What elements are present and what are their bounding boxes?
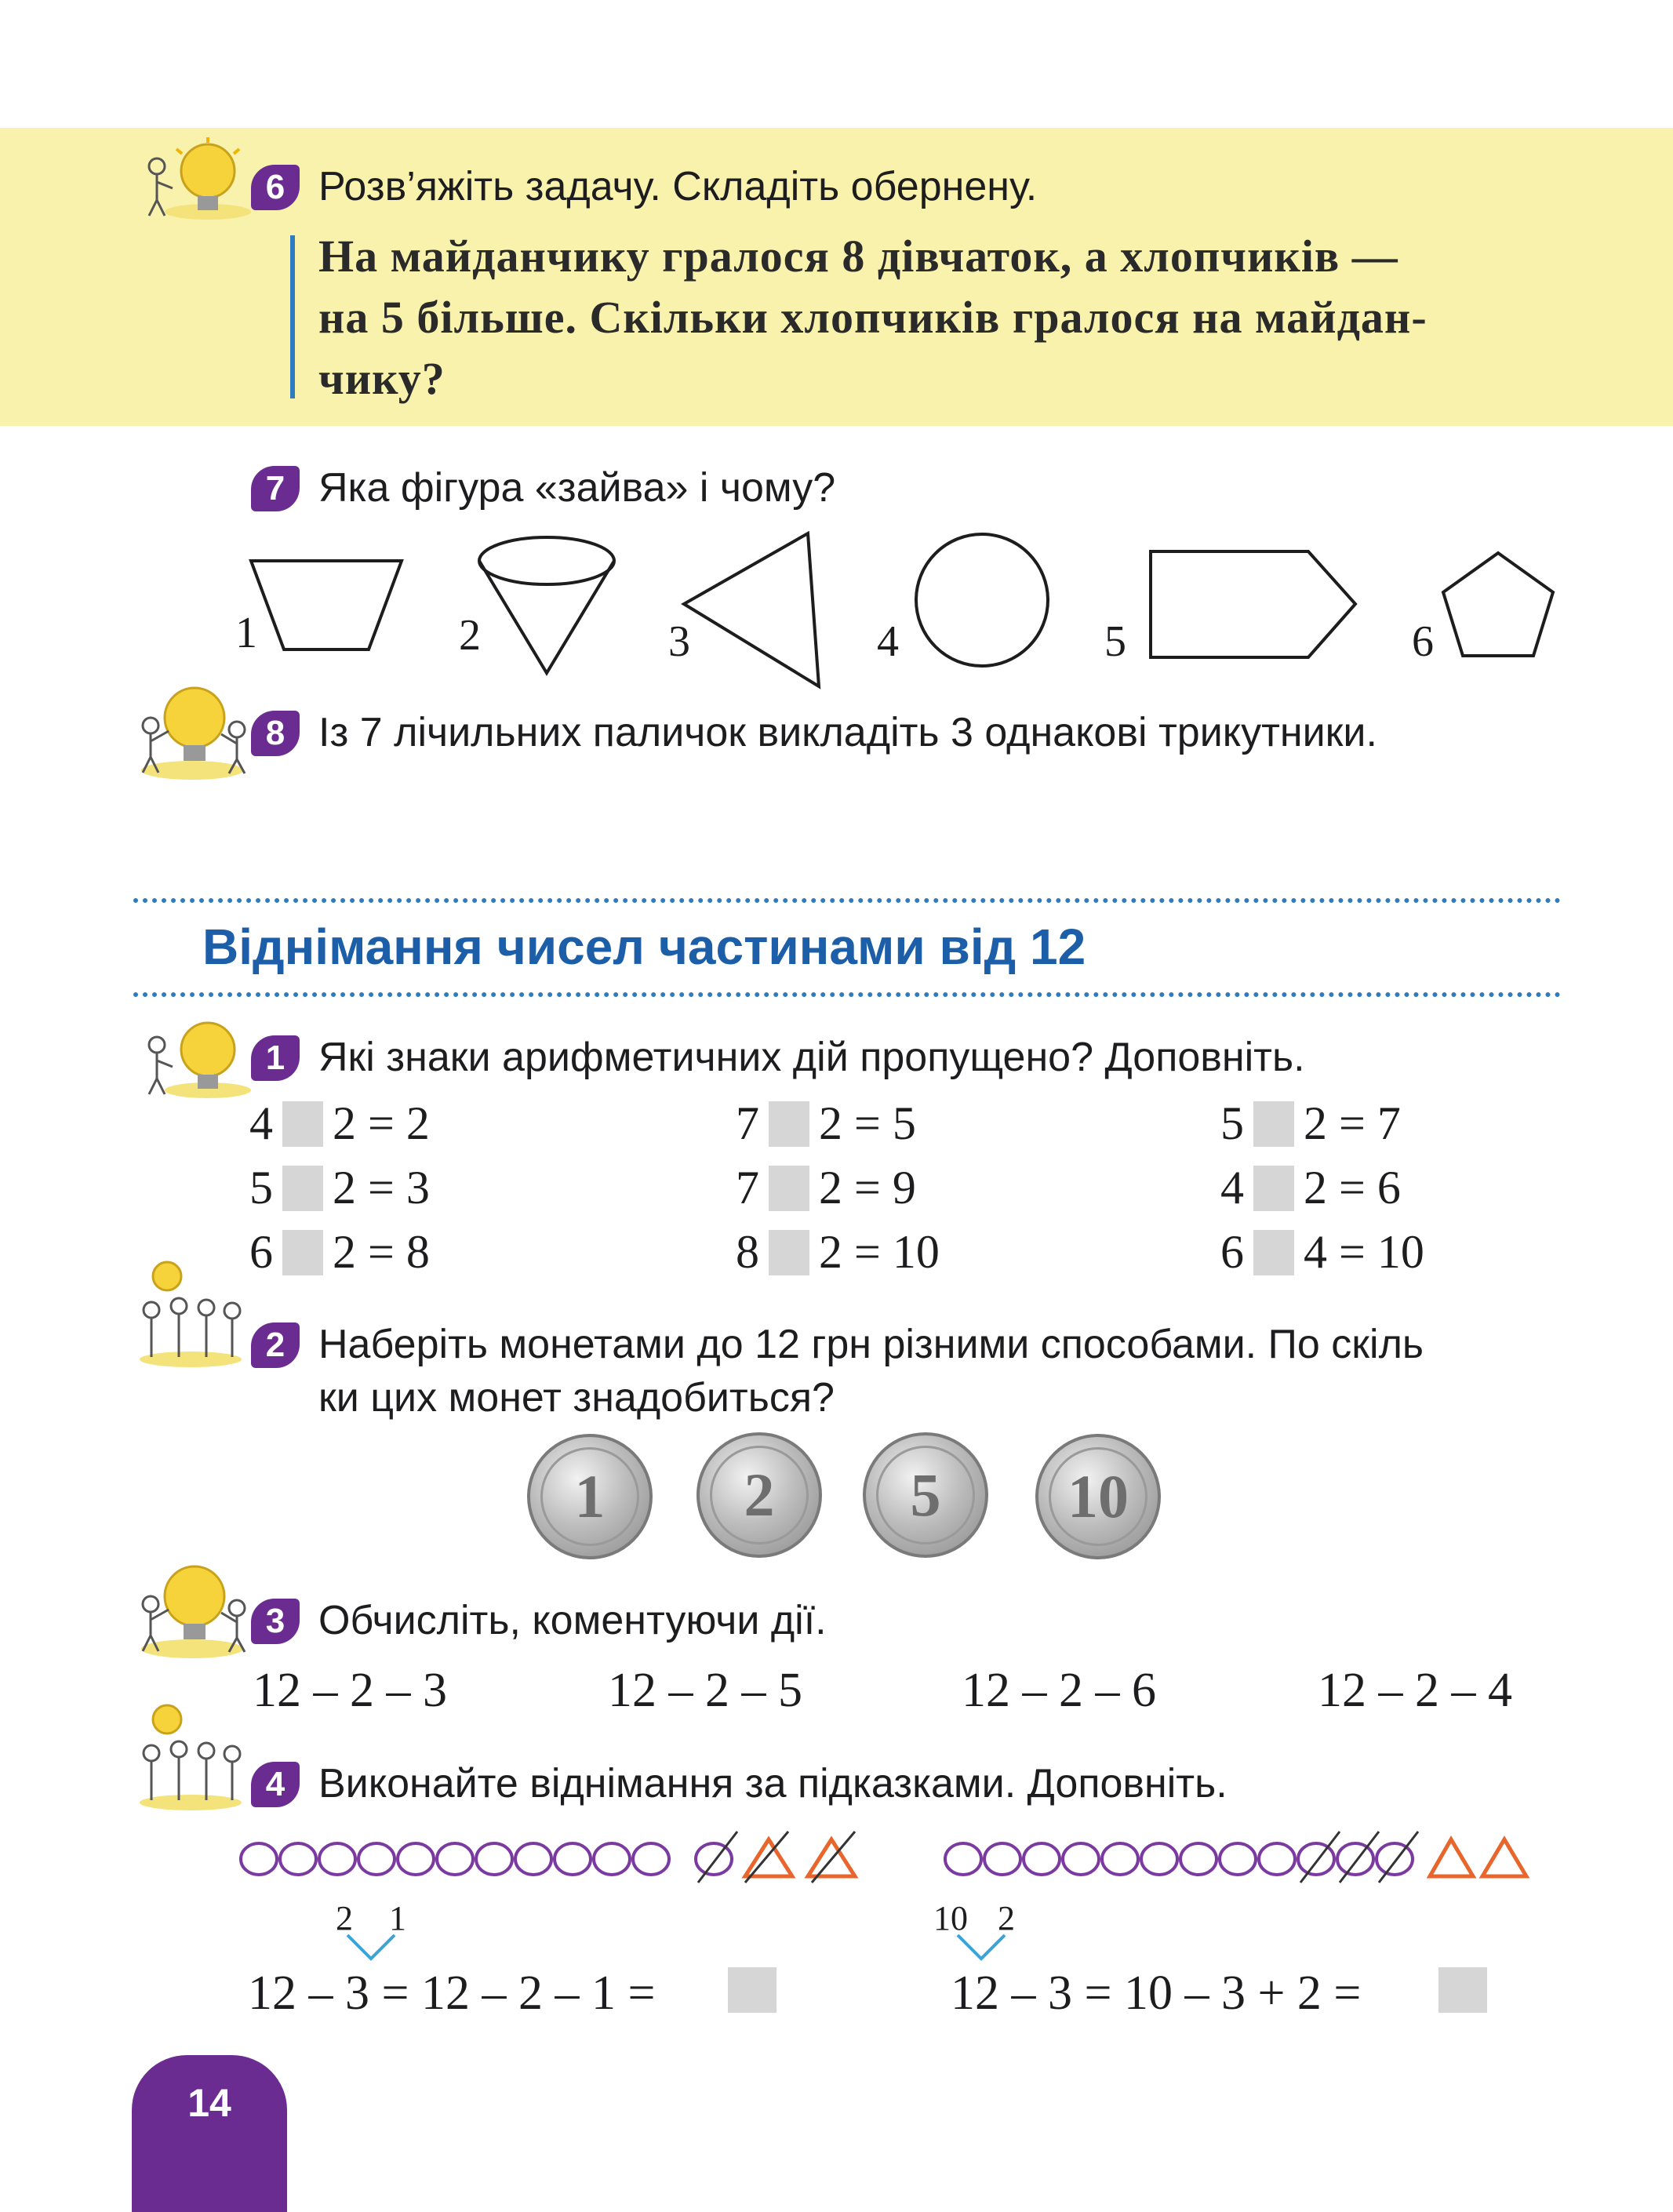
- answer-box[interactable]: [769, 1166, 809, 1211]
- equation: 7 2 = 5: [736, 1097, 916, 1149]
- page-number: 14: [187, 2081, 231, 2125]
- shape-label-2: 2: [459, 611, 481, 660]
- thinking-person-lightbulb-icon: [133, 1012, 251, 1106]
- task7-number-badge: 7: [251, 466, 300, 511]
- expression: 12 – 2 – 4: [1318, 1664, 1512, 1717]
- heading-bottom-divider: [133, 992, 1561, 997]
- equation: 4 2 = 2: [249, 1097, 430, 1149]
- t4-instruction: Виконайте віднімання за підказками. Доповніть.: [318, 1761, 1227, 1806]
- page-number-tab: [132, 2055, 287, 2212]
- counters-left: [235, 1828, 863, 1890]
- task6-problem-line-3: чику?: [318, 353, 446, 404]
- equation: 5 2 = 3: [249, 1162, 430, 1213]
- t3-number-badge: 3: [251, 1599, 300, 1644]
- answer-box[interactable]: [1253, 1166, 1294, 1211]
- section-title: Віднімання чисел частинами від 12: [202, 919, 1086, 975]
- shape-label-1: 1: [235, 609, 257, 657]
- hint-split-left-icon: [344, 1931, 398, 1963]
- answer-box[interactable]: [769, 1101, 809, 1147]
- answer-box[interactable]: [1438, 1967, 1487, 2013]
- equation: 6 4 = 10: [1220, 1226, 1424, 1278]
- t2-instruction-line-2: ки цих монет знадобиться?: [318, 1375, 835, 1421]
- answer-box[interactable]: [282, 1166, 323, 1211]
- expression: 12 – 2 – 3: [253, 1664, 447, 1717]
- answer-box[interactable]: [769, 1230, 809, 1275]
- equation: 5 2 = 7: [1220, 1097, 1401, 1149]
- shape-triangle: [684, 533, 819, 686]
- task6-problem-line-2: на 5 більше. Скільки хлопчиків гралося на майдан-: [318, 292, 1428, 343]
- group-people-lightbulb-icon: [132, 1702, 249, 1812]
- heading-top-divider: [133, 898, 1561, 903]
- equation: 8 2 = 10: [736, 1226, 940, 1278]
- task6-instruction: Розв’яжіть задачу. Складіть обернену.: [318, 164, 1038, 209]
- answer-box[interactable]: [728, 1967, 776, 2013]
- coin-10-hryvnia: 10: [1035, 1434, 1161, 1559]
- shape-label-3: 3: [668, 617, 690, 666]
- shape-pentagon: [1443, 553, 1553, 656]
- answer-box[interactable]: [282, 1230, 323, 1275]
- t4-left-expression: 12 – 3 = 12 – 2 – 1 =: [248, 1966, 656, 2020]
- hint-right-a: 10: [933, 1899, 968, 1937]
- shape-pentagon-arrow: [1151, 551, 1355, 657]
- shape-label-5: 5: [1104, 617, 1126, 666]
- people-holding-lightbulb-icon: [133, 682, 251, 784]
- t2-number-badge: 2: [251, 1322, 300, 1368]
- task8-instruction: Із 7 лічильних паличок викладіть 3 однакові трикутники.: [318, 710, 1377, 755]
- answer-box[interactable]: [1253, 1101, 1294, 1147]
- people-holding-lightbulb-icon: [133, 1561, 251, 1663]
- hint-left-a: 2: [336, 1899, 353, 1937]
- task6-number-badge: 6: [251, 165, 300, 210]
- group-people-lightbulb-icon: [132, 1259, 249, 1369]
- shape-label-4: 4: [877, 617, 899, 666]
- equation: 7 2 = 9: [736, 1162, 916, 1213]
- hint-split-right-icon: [954, 1931, 1009, 1963]
- equation: 4 2 = 6: [1220, 1162, 1401, 1213]
- t4-number-badge: 4: [251, 1762, 300, 1807]
- counters-right: [940, 1828, 1567, 1890]
- hint-left-b: 1: [389, 1899, 406, 1937]
- coin-5-hryvnia: 5: [863, 1432, 988, 1558]
- answer-box[interactable]: [282, 1101, 323, 1147]
- shape-circle: [916, 534, 1048, 666]
- answer-box[interactable]: [1253, 1230, 1294, 1275]
- t1-instruction: Які знаки арифметичних дій пропущено? Доповніть.: [318, 1035, 1305, 1080]
- expression: 12 – 2 – 5: [608, 1664, 802, 1717]
- thinking-person-lightbulb-icon: [133, 133, 251, 227]
- shape-trapezoid: [251, 561, 402, 649]
- shape-label-6: 6: [1412, 617, 1434, 666]
- equation: 6 2 = 8: [249, 1226, 430, 1278]
- coin-1-hryvnia: 1: [527, 1434, 653, 1559]
- task8-number-badge: 8: [251, 711, 300, 756]
- shape-cone-top: [479, 537, 614, 584]
- coin-2-hryvnia: 2: [696, 1432, 822, 1558]
- t2-instruction-line-1: Наберіть монетами до 12 грн різними способами. По скіль: [318, 1322, 1424, 1367]
- hint-right-b: 2: [998, 1899, 1015, 1937]
- t4-right-expression: 12 – 3 = 10 – 3 + 2 =: [951, 1966, 1362, 2020]
- t3-instruction: Обчисліть, коментуючи дії.: [318, 1598, 827, 1643]
- task7-instruction: Яка фігура «зайва» і чому?: [318, 465, 836, 511]
- problem-side-bar: [290, 235, 295, 398]
- task6-problem-line-1: На майданчику гралося 8 дівчаток, а хлопчиків —: [318, 231, 1398, 282]
- t1-number-badge: 1: [251, 1035, 300, 1081]
- expression: 12 – 2 – 6: [962, 1664, 1156, 1717]
